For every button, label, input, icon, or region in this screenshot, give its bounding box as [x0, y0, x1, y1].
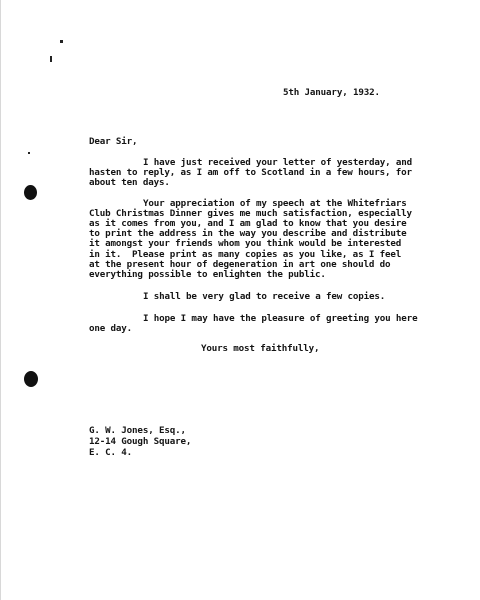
closing: Yours most faithfully,: [201, 343, 320, 354]
scan-speck: [28, 152, 30, 154]
salutation: Dear Sir,: [89, 136, 138, 147]
paragraph-2-line-8: everything possible to enlighten the public.: [89, 269, 326, 280]
paragraph-1-line-3: about ten days.: [89, 177, 170, 188]
paragraph-2-line-1: Your appreciation of my speech at the Whitefriars: [143, 198, 407, 209]
scan-speck: [60, 40, 63, 43]
letter-date: 5th January, 1932.: [283, 87, 380, 98]
paragraph-2-line-7: at the present hour of degeneration in art one should do: [89, 259, 391, 270]
page-edge: [0, 0, 1, 600]
addressee-line-2: 12-14 Gough Square,: [89, 436, 192, 447]
paragraph-2-line-4: to print the address in the way you describe and distribute: [89, 228, 407, 239]
paragraph-2-line-5: it amongst your friends whom you think would be interested: [89, 238, 402, 249]
punch-hole: [24, 371, 38, 387]
paragraph-3-line-1: I shall be very glad to receive a few copies.: [143, 291, 386, 302]
paragraph-2-line-3: as it comes from you, and I am glad to know that you desire: [89, 218, 407, 229]
addressee-line-1: G. W. Jones, Esq.,: [89, 425, 186, 436]
punch-hole: [24, 185, 37, 200]
paragraph-4-line-1: I hope I may have the pleasure of greeting you here: [143, 313, 418, 324]
paragraph-2-line-2: Club Christmas Dinner gives me much satisfaction, especially: [89, 208, 412, 219]
addressee-line-3: E. C. 4.: [89, 447, 133, 458]
paragraph-2-line-6: in it. Please print as many copies as you like, as I feel: [89, 249, 402, 260]
scan-speck: [50, 56, 52, 62]
paragraph-1-line-1: I have just received your letter of yesterday, and: [143, 157, 413, 168]
paragraph-4-line-2: one day.: [89, 323, 133, 334]
paragraph-1-line-2: hasten to reply, as I am off to Scotland in a few hours, for: [89, 167, 412, 178]
